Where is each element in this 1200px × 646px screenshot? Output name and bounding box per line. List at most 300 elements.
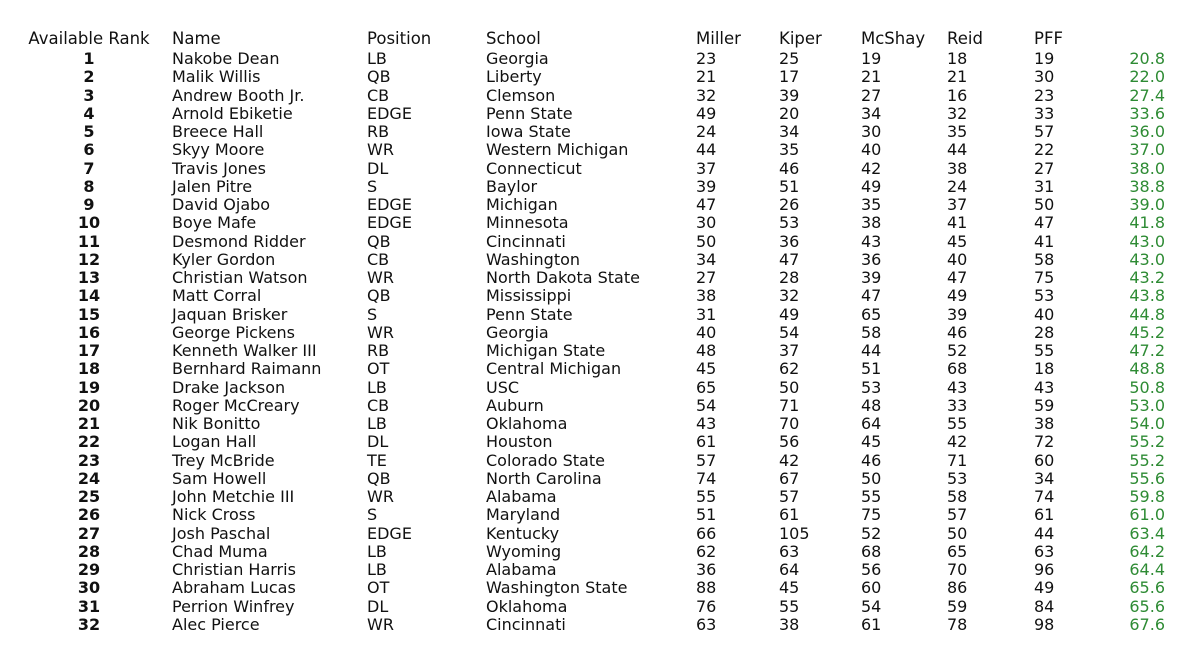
school-cell: Maryland — [486, 505, 561, 525]
kiper-cell: 32 — [779, 286, 800, 306]
reid-cell: 32 — [947, 103, 968, 123]
pff-cell: 41 — [1034, 231, 1055, 251]
table-row — [0, 50, 1200, 68]
school-cell: Auburn — [486, 395, 544, 415]
miller-cell: 32 — [696, 85, 717, 105]
school-cell: Penn State — [486, 304, 573, 324]
rank-cell: 24 — [77, 468, 101, 488]
reid-cell: 57 — [947, 505, 968, 525]
miller-cell: 37 — [696, 158, 717, 178]
mcshay-cell: 61 — [861, 614, 882, 634]
kiper-cell: 62 — [779, 359, 800, 379]
kiper-cell: 25 — [779, 49, 800, 68]
name-cell: Nik Bonitto — [172, 414, 261, 433]
table-row — [0, 616, 1200, 634]
kiper-cell: 70 — [779, 414, 800, 433]
position-cell: CB — [367, 249, 390, 269]
kiper-cell: 42 — [779, 450, 800, 470]
kiper-cell: 17 — [779, 67, 800, 87]
table-row — [0, 233, 1200, 251]
mcshay-cell: 30 — [861, 122, 882, 141]
average-cell: 43.0 — [1129, 231, 1165, 251]
miller-cell: 30 — [696, 213, 717, 233]
miller-cell: 76 — [696, 596, 717, 616]
header-pff: PFF — [1034, 29, 1063, 48]
reid-cell: 37 — [947, 195, 968, 214]
miller-cell: 44 — [696, 140, 717, 160]
position-cell: S — [367, 176, 378, 196]
rank-cell: 17 — [77, 341, 101, 360]
pff-cell: 34 — [1034, 468, 1055, 488]
table-row — [0, 269, 1200, 287]
pff-cell: 57 — [1034, 122, 1055, 141]
reid-cell: 52 — [947, 341, 968, 360]
position-cell: S — [367, 505, 378, 525]
average-cell: 65.6 — [1129, 578, 1165, 598]
school-cell: Central Michigan — [486, 359, 622, 379]
miller-cell: 21 — [696, 67, 717, 87]
kiper-cell: 47 — [779, 249, 800, 269]
reid-cell: 16 — [947, 85, 968, 105]
name-cell: Kenneth Walker III — [172, 341, 317, 360]
kiper-cell: 36 — [779, 231, 800, 251]
position-cell: RB — [367, 341, 390, 360]
mcshay-cell: 55 — [861, 487, 882, 506]
position-cell: WR — [367, 614, 394, 634]
school-cell: Michigan — [486, 195, 558, 214]
mcshay-cell: 47 — [861, 286, 882, 306]
pff-cell: 59 — [1034, 395, 1055, 415]
average-cell: 41.8 — [1129, 213, 1165, 233]
rank-cell: 26 — [77, 505, 101, 525]
average-cell: 64.4 — [1129, 560, 1165, 579]
average-cell: 55.6 — [1129, 468, 1165, 488]
kiper-cell: 105 — [779, 523, 810, 543]
rank-cell: 31 — [77, 596, 101, 616]
position-cell: LB — [367, 377, 387, 397]
name-cell: Trey McBride — [172, 450, 275, 470]
reid-cell: 65 — [947, 541, 968, 561]
kiper-cell: 26 — [779, 195, 800, 214]
reid-cell: 46 — [947, 322, 968, 342]
table-row — [0, 452, 1200, 470]
name-cell: Nakobe Dean — [172, 49, 280, 68]
table-row — [0, 561, 1200, 579]
school-cell: Colorado State — [486, 450, 605, 470]
name-cell: Chad Muma — [172, 541, 268, 561]
school-cell: Houston — [486, 432, 553, 452]
kiper-cell: 67 — [779, 468, 800, 488]
average-cell: 27.4 — [1129, 85, 1165, 105]
name-cell: Josh Paschal — [172, 523, 271, 543]
school-cell: Georgia — [486, 322, 549, 342]
rank-cell: 7 — [83, 158, 95, 178]
mcshay-cell: 45 — [861, 432, 882, 452]
pff-cell: 30 — [1034, 67, 1055, 87]
average-cell: 38.0 — [1129, 158, 1165, 178]
table-row — [0, 470, 1200, 488]
average-cell: 48.8 — [1129, 359, 1165, 379]
reid-cell: 42 — [947, 432, 968, 452]
kiper-cell: 50 — [779, 377, 800, 397]
reid-cell: 43 — [947, 377, 968, 397]
school-cell: Georgia — [486, 49, 549, 68]
table-row — [0, 196, 1200, 214]
table-row — [0, 506, 1200, 524]
position-cell: WR — [367, 487, 394, 506]
average-cell: 45.2 — [1129, 322, 1165, 342]
reid-cell: 40 — [947, 249, 968, 269]
table-row — [0, 324, 1200, 342]
kiper-cell: 54 — [779, 322, 800, 342]
miller-cell: 88 — [696, 578, 717, 598]
mcshay-cell: 51 — [861, 359, 882, 379]
miller-cell: 49 — [696, 103, 717, 123]
average-cell: 61.0 — [1129, 505, 1165, 525]
table-body — [0, 50, 1200, 634]
position-cell: QB — [367, 286, 391, 306]
name-cell: Alec Pierce — [172, 614, 260, 634]
reid-cell: 39 — [947, 304, 968, 324]
position-cell: LB — [367, 541, 387, 561]
mcshay-cell: 43 — [861, 231, 882, 251]
school-cell: Clemson — [486, 85, 556, 105]
miller-cell: 74 — [696, 468, 717, 488]
name-cell: Andrew Booth Jr. — [172, 85, 305, 105]
kiper-cell: 63 — [779, 541, 800, 561]
school-cell: Washington — [486, 249, 581, 269]
position-cell: CB — [367, 395, 390, 415]
name-cell: Malik Willis — [172, 67, 261, 87]
kiper-cell: 57 — [779, 487, 800, 506]
pff-cell: 75 — [1034, 268, 1055, 287]
school-cell: Mississippi — [486, 286, 572, 306]
table-row — [0, 488, 1200, 506]
pff-cell: 38 — [1034, 414, 1055, 433]
position-cell: EDGE — [367, 195, 412, 214]
reid-cell: 35 — [947, 122, 968, 141]
table-row — [0, 306, 1200, 324]
name-cell: Drake Jackson — [172, 377, 286, 397]
kiper-cell: 53 — [779, 213, 800, 233]
school-cell: Alabama — [486, 487, 557, 506]
pff-cell: 58 — [1034, 249, 1055, 269]
rank-cell: 25 — [77, 487, 101, 506]
reid-cell: 50 — [947, 523, 968, 543]
miller-cell: 27 — [696, 268, 717, 287]
average-cell: 53.0 — [1129, 395, 1165, 415]
school-cell: USC — [486, 377, 520, 397]
header-miller: Miller — [696, 29, 741, 48]
rank-cell: 20 — [77, 395, 101, 415]
rank-cell: 22 — [77, 432, 101, 452]
reid-cell: 55 — [947, 414, 968, 433]
pff-cell: 47 — [1034, 213, 1055, 233]
average-cell: 63.4 — [1129, 523, 1165, 543]
mcshay-cell: 19 — [861, 49, 882, 68]
rank-cell: 21 — [77, 414, 101, 433]
kiper-cell: 64 — [779, 560, 800, 579]
school-cell: Connecticut — [486, 158, 582, 178]
rank-cell: 8 — [83, 176, 95, 196]
table-row — [0, 543, 1200, 561]
rank-cell: 16 — [77, 322, 101, 342]
reid-cell: 33 — [947, 395, 968, 415]
kiper-cell: 35 — [779, 140, 800, 160]
name-cell: Skyy Moore — [172, 140, 265, 160]
reid-cell: 41 — [947, 213, 968, 233]
average-cell: 37.0 — [1129, 140, 1165, 160]
pff-cell: 43 — [1034, 377, 1055, 397]
reid-cell: 59 — [947, 596, 968, 616]
reid-cell: 45 — [947, 231, 968, 251]
kiper-cell: 61 — [779, 505, 800, 525]
pff-cell: 31 — [1034, 176, 1055, 196]
reid-cell: 24 — [947, 176, 968, 196]
average-cell: 38.8 — [1129, 176, 1165, 196]
table-row — [0, 123, 1200, 141]
mcshay-cell: 42 — [861, 158, 882, 178]
rank-cell: 12 — [77, 249, 101, 269]
name-cell: Jaquan Brisker — [172, 304, 288, 324]
pff-cell: 84 — [1034, 596, 1055, 616]
school-cell: Iowa State — [486, 122, 571, 141]
position-cell: WR — [367, 322, 394, 342]
table-row — [0, 214, 1200, 232]
rank-cell: 2 — [83, 67, 95, 87]
pff-cell: 61 — [1034, 505, 1055, 525]
rank-cell: 4 — [83, 103, 95, 123]
table-row — [0, 141, 1200, 159]
rank-cell: 13 — [77, 268, 101, 287]
miller-cell: 24 — [696, 122, 717, 141]
mcshay-cell: 34 — [861, 103, 882, 123]
table-row — [0, 415, 1200, 433]
position-cell: QB — [367, 468, 391, 488]
position-cell: OT — [367, 359, 390, 379]
position-cell: DL — [367, 596, 389, 616]
position-cell: CB — [367, 85, 390, 105]
reid-cell: 47 — [947, 268, 968, 287]
reid-cell: 86 — [947, 578, 968, 598]
table-row — [0, 433, 1200, 451]
miller-cell: 65 — [696, 377, 717, 397]
table-row — [0, 579, 1200, 597]
pff-cell: 98 — [1034, 614, 1055, 634]
pff-cell: 96 — [1034, 560, 1055, 579]
mcshay-cell: 48 — [861, 395, 882, 415]
table-row — [0, 105, 1200, 123]
miller-cell: 31 — [696, 304, 717, 324]
table-row — [0, 178, 1200, 196]
name-cell: Logan Hall — [172, 432, 257, 452]
miller-cell: 66 — [696, 523, 717, 543]
school-cell: Cincinnati — [486, 231, 566, 251]
mcshay-cell: 39 — [861, 268, 882, 287]
school-cell: Oklahoma — [486, 596, 568, 616]
name-cell: Christian Watson — [172, 268, 308, 287]
mcshay-cell: 54 — [861, 596, 882, 616]
position-cell: QB — [367, 67, 391, 87]
name-cell: Boye Mafe — [172, 213, 257, 233]
average-cell: 55.2 — [1129, 432, 1165, 452]
mcshay-cell: 46 — [861, 450, 882, 470]
average-cell: 43.0 — [1129, 249, 1165, 269]
position-cell: EDGE — [367, 103, 412, 123]
name-cell: Arnold Ebiketie — [172, 103, 293, 123]
kiper-cell: 45 — [779, 578, 800, 598]
rank-cell: 15 — [77, 304, 101, 324]
header-row — [0, 28, 1200, 50]
pff-cell: 33 — [1034, 103, 1055, 123]
name-cell: Matt Corral — [172, 286, 262, 306]
mcshay-cell: 36 — [861, 249, 882, 269]
mcshay-cell: 49 — [861, 176, 882, 196]
average-cell: 36.0 — [1129, 122, 1165, 141]
position-cell: WR — [367, 268, 394, 287]
pff-cell: 23 — [1034, 85, 1055, 105]
kiper-cell: 49 — [779, 304, 800, 324]
school-cell: Kentucky — [486, 523, 560, 543]
name-cell: Christian Harris — [172, 560, 296, 579]
table-row — [0, 287, 1200, 305]
rank-cell: 1 — [83, 49, 95, 68]
name-cell: Kyler Gordon — [172, 249, 276, 269]
mcshay-cell: 64 — [861, 414, 882, 433]
kiper-cell: 20 — [779, 103, 800, 123]
mcshay-cell: 60 — [861, 578, 882, 598]
pff-cell: 63 — [1034, 541, 1055, 561]
reid-cell: 68 — [947, 359, 968, 379]
mcshay-cell: 50 — [861, 468, 882, 488]
mcshay-cell: 75 — [861, 505, 882, 525]
average-cell: 54.0 — [1129, 414, 1165, 433]
miller-cell: 54 — [696, 395, 717, 415]
header-school: School — [486, 29, 541, 48]
position-cell: LB — [367, 49, 387, 68]
rank-cell: 30 — [77, 578, 101, 598]
school-cell: Baylor — [486, 176, 538, 196]
mcshay-cell: 27 — [861, 85, 882, 105]
miller-cell: 36 — [696, 560, 717, 579]
miller-cell: 34 — [696, 249, 717, 269]
mcshay-cell: 52 — [861, 523, 882, 543]
school-cell: Cincinnati — [486, 614, 566, 634]
header-kiper: Kiper — [779, 29, 822, 48]
miller-cell: 61 — [696, 432, 717, 452]
pff-cell: 49 — [1034, 578, 1055, 598]
rank-cell: 14 — [77, 286, 101, 306]
position-cell: TE — [367, 450, 387, 470]
mcshay-cell: 56 — [861, 560, 882, 579]
header-name: Name — [172, 29, 221, 48]
rank-cell: 32 — [77, 614, 101, 634]
position-cell: LB — [367, 414, 387, 433]
name-cell: George Pickens — [172, 322, 295, 342]
reid-cell: 18 — [947, 49, 968, 68]
mcshay-cell: 40 — [861, 140, 882, 160]
average-cell: 43.8 — [1129, 286, 1165, 306]
average-cell: 39.0 — [1129, 195, 1165, 214]
position-cell: WR — [367, 140, 394, 160]
rank-cell: 23 — [77, 450, 101, 470]
name-cell: Roger McCreary — [172, 395, 300, 415]
reid-cell: 53 — [947, 468, 968, 488]
miller-cell: 55 — [696, 487, 717, 506]
name-cell: Breece Hall — [172, 122, 264, 141]
average-cell: 65.6 — [1129, 596, 1165, 616]
name-cell: Abraham Lucas — [172, 578, 296, 598]
pff-cell: 22 — [1034, 140, 1055, 160]
name-cell: Bernhard Raimann — [172, 359, 322, 379]
mcshay-cell: 38 — [861, 213, 882, 233]
miller-cell: 51 — [696, 505, 717, 525]
rank-cell: 5 — [83, 122, 95, 141]
miller-cell: 47 — [696, 195, 717, 214]
mcshay-cell: 35 — [861, 195, 882, 214]
miller-cell: 43 — [696, 414, 717, 433]
school-cell: Oklahoma — [486, 414, 568, 433]
rank-cell: 11 — [77, 231, 101, 251]
school-cell: Liberty — [486, 67, 542, 87]
mcshay-cell: 58 — [861, 322, 882, 342]
position-cell: DL — [367, 158, 389, 178]
average-cell: 20.8 — [1129, 49, 1165, 68]
kiper-cell: 39 — [779, 85, 800, 105]
header-reid: Reid — [947, 29, 983, 48]
rank-cell: 9 — [83, 195, 95, 214]
average-cell: 33.6 — [1129, 103, 1165, 123]
pff-cell: 60 — [1034, 450, 1055, 470]
pff-cell: 27 — [1034, 158, 1055, 178]
school-cell: Washington State — [486, 578, 628, 598]
mcshay-cell: 44 — [861, 341, 882, 360]
rank-cell: 19 — [77, 377, 101, 397]
name-cell: John Metchie III — [172, 487, 295, 506]
name-cell: Desmond Ridder — [172, 231, 306, 251]
average-cell: 22.0 — [1129, 67, 1165, 87]
reid-cell: 70 — [947, 560, 968, 579]
table-row — [0, 397, 1200, 415]
header-rank: Available Rank — [28, 29, 150, 48]
pff-cell: 18 — [1034, 359, 1055, 379]
miller-cell: 23 — [696, 49, 717, 68]
reid-cell: 44 — [947, 140, 968, 160]
school-cell: Wyoming — [486, 541, 562, 561]
position-cell: EDGE — [367, 523, 412, 543]
rank-cell: 6 — [83, 140, 95, 160]
school-cell: North Carolina — [486, 468, 602, 488]
position-cell: OT — [367, 578, 390, 598]
average-cell: 43.2 — [1129, 268, 1165, 287]
school-cell: Western Michigan — [486, 140, 629, 160]
miller-cell: 40 — [696, 322, 717, 342]
header-position: Position — [367, 29, 432, 48]
average-cell: 44.8 — [1129, 304, 1165, 324]
miller-cell: 63 — [696, 614, 717, 634]
position-cell: S — [367, 304, 378, 324]
average-cell: 67.6 — [1129, 614, 1165, 634]
school-cell: North Dakota State — [486, 268, 640, 287]
miller-cell: 45 — [696, 359, 717, 379]
table-row — [0, 87, 1200, 105]
kiper-cell: 51 — [779, 176, 800, 196]
miller-cell: 57 — [696, 450, 717, 470]
pff-cell: 40 — [1034, 304, 1055, 324]
miller-cell: 50 — [696, 231, 717, 251]
reid-cell: 58 — [947, 487, 968, 506]
reid-cell: 71 — [947, 450, 968, 470]
